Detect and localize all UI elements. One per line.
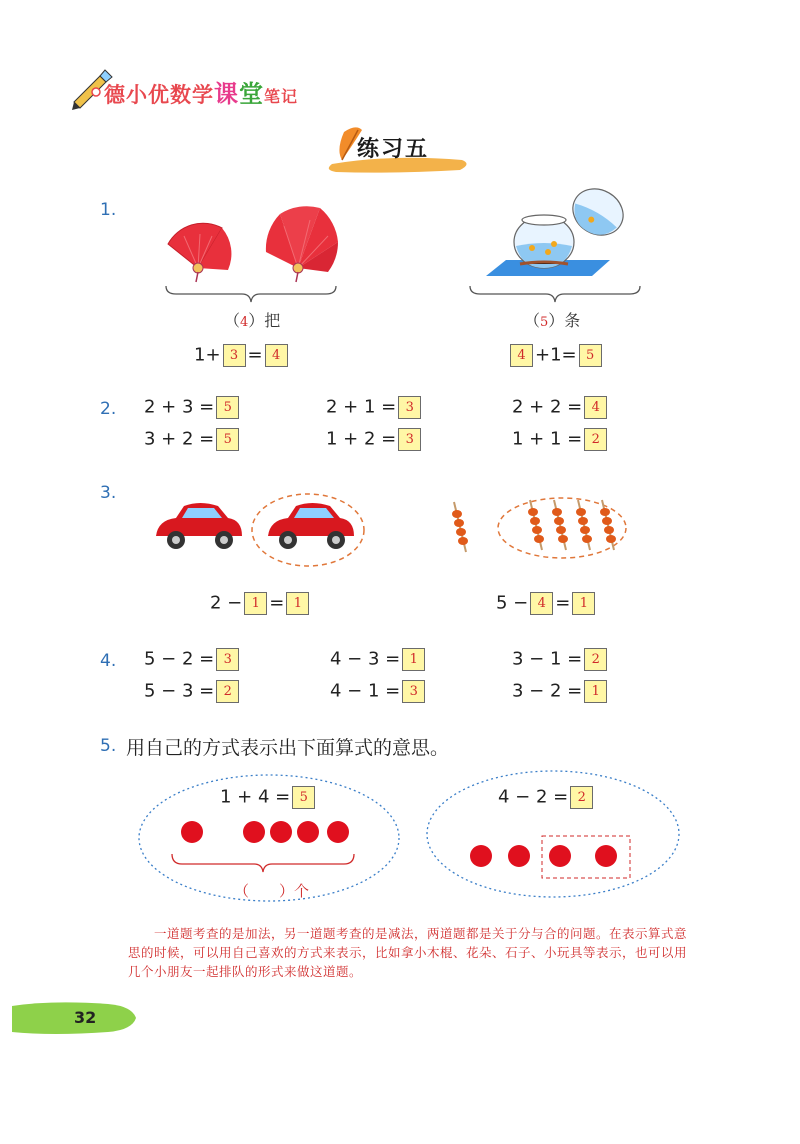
q2-equation: 1 + 1 = 2 (512, 428, 609, 451)
red-dot (508, 845, 530, 867)
red-dot (327, 821, 349, 843)
fishbowl-illustration (480, 176, 630, 286)
brace-left (164, 284, 338, 304)
q2-equation: 2 + 1 = 3 (326, 396, 423, 419)
question-number-3: 3. (100, 483, 117, 503)
q2-equation: 2 + 2 = 4 (512, 396, 609, 419)
brand-char: 学 (192, 83, 214, 107)
red-dot (181, 821, 203, 843)
brand-char: 数 (170, 83, 192, 107)
answer-box[interactable]: 5 (216, 428, 239, 451)
cars-illustration (150, 490, 370, 570)
q5-right-equation: 4 − 2 = 2 (498, 786, 595, 809)
answer-box[interactable]: 2 (584, 648, 607, 671)
answer-box[interactable]: 4 (584, 396, 607, 419)
red-dot (549, 845, 571, 867)
page-title: 练习五 (357, 137, 430, 162)
answer-box[interactable]: 4 (530, 592, 553, 615)
brace-right (468, 284, 642, 304)
brand-char: 记 (281, 87, 299, 106)
q2-equation: 1 + 2 = 3 (326, 428, 423, 451)
answer-box[interactable]: 4 (265, 344, 288, 367)
answer-box[interactable]: 5 (292, 786, 315, 809)
answer-box[interactable]: 4 (510, 344, 533, 367)
skewers-illustration (440, 494, 650, 564)
answer-box[interactable]: 1 (286, 592, 309, 615)
answer-box[interactable]: 5 (579, 344, 602, 367)
red-dot (297, 821, 319, 843)
answer-box[interactable]: 2 (570, 786, 593, 809)
answer-box[interactable]: 1 (584, 680, 607, 703)
q4-equation: 5 − 2 = 3 (144, 648, 241, 671)
answer-box[interactable]: 1 (572, 592, 595, 615)
q5-left-caption: （ ）个 (234, 882, 310, 900)
red-dot (470, 845, 492, 867)
q1-left-caption: （4）把 (224, 311, 281, 330)
q1-left-equation: 1+ 3 = 4 (194, 344, 290, 367)
brand-char: 小 (126, 83, 148, 107)
brand-char: 德 (104, 83, 126, 107)
brand-char: 课 (214, 80, 239, 108)
q4-equation: 3 − 1 = 2 (512, 648, 609, 671)
answer-box[interactable]: 5 (216, 396, 239, 419)
red-dot (243, 821, 265, 843)
answer-box[interactable]: 1 (244, 592, 267, 615)
q3-right-equation: 5 − 4 = 1 (496, 592, 597, 615)
answer-box[interactable]: 2 (584, 428, 607, 451)
red-dot (595, 845, 617, 867)
q3-left-equation: 2 − 1 = 1 (210, 592, 311, 615)
q1-right-caption: （5）条 (524, 311, 581, 330)
question-number-2: 2. (100, 399, 117, 419)
answer-text: 5 (540, 315, 549, 330)
question-number-4: 4. (100, 651, 117, 671)
answer-box[interactable]: 2 (216, 680, 239, 703)
brace (172, 854, 354, 872)
red-dot (270, 821, 292, 843)
q4-equation: 5 − 3 = 2 (144, 680, 241, 703)
fans-illustration (160, 196, 350, 296)
brand-char: 笔 (264, 87, 282, 106)
answer-text: 4 (240, 315, 249, 330)
answer-box[interactable]: 1 (402, 648, 425, 671)
teacher-note: 一道题考查的是加法，另一道题考查的是减法，两道题都是关于分与合的问题。在表示算式意思的时候，可以用自己喜欢的方式来表示，比如拿小木棍、花朵、石子、小玩具等表示，也可以用几个小朋友一起排队的形式来做这道题。 (128, 926, 688, 979)
answer-box[interactable]: 3 (223, 344, 246, 367)
brand-title (104, 74, 298, 109)
page-number: 32 (74, 1008, 97, 1027)
q4-equation: 4 − 3 = 1 (330, 648, 427, 671)
q4-equation: 3 − 2 = 1 (512, 680, 609, 703)
q2-equation: 2 + 3 = 5 (144, 396, 241, 419)
brand-char: 堂 (239, 80, 264, 108)
answer-box[interactable]: 3 (402, 680, 425, 703)
question-number-1: 1. (100, 200, 117, 220)
question-number-5: 5. (100, 736, 117, 756)
answer-box[interactable]: 3 (216, 648, 239, 671)
q5-instruction: 用自己的方式表示出下面算式的意思。 (126, 737, 450, 759)
answer-box[interactable]: 3 (398, 396, 421, 419)
q4-equation: 4 − 1 = 3 (330, 680, 427, 703)
q2-equation: 3 + 2 = 5 (144, 428, 241, 451)
q1-right-equation: 4 +1= 5 (508, 344, 604, 367)
answer-box[interactable]: 3 (398, 428, 421, 451)
brand-char: 优 (148, 83, 170, 107)
q5-left-equation: 1 + 4 = 5 (220, 786, 317, 809)
